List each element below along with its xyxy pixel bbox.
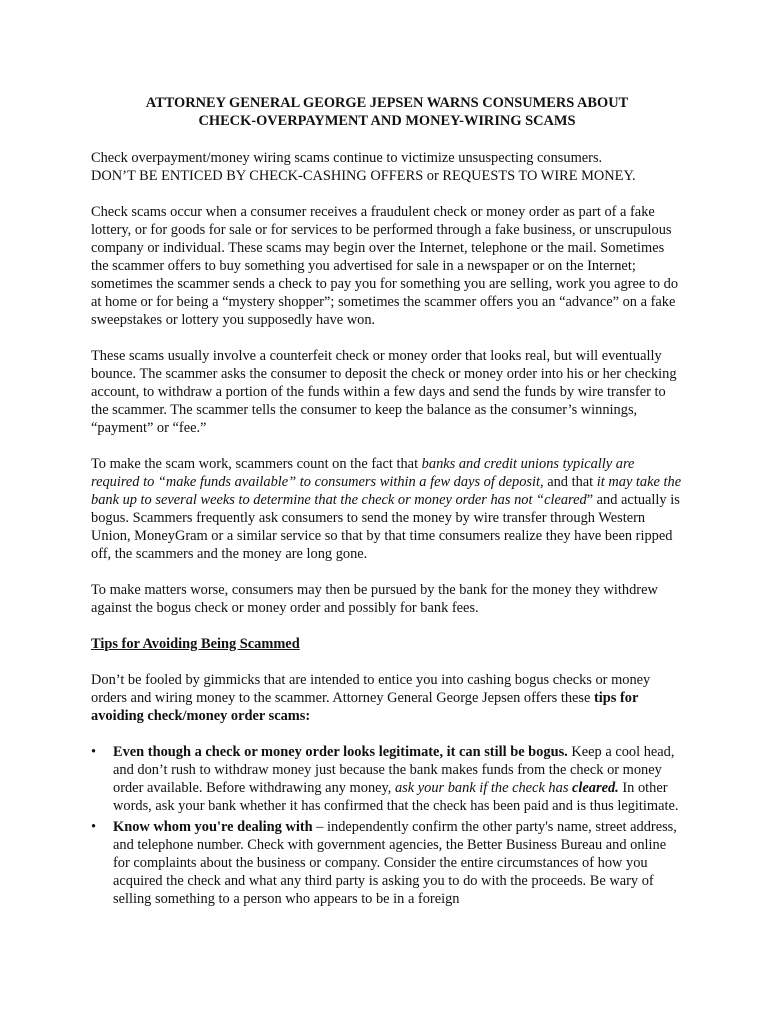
tip-2-bold: Know whom you're dealing with xyxy=(113,819,313,835)
para3-italic-2: it may take the bank up to several weeks to determine that the check or money order has not “cleared xyxy=(91,474,682,508)
para3-italic-1: banks and credit unions typically are required to “make funds available” to consumers within a few days of deposit xyxy=(91,456,635,490)
tip-1-bold-italic: cleared. xyxy=(572,780,619,796)
paragraph-scam-work xyxy=(91,455,683,563)
list-item xyxy=(91,818,683,908)
para3-text-3: ” and actually is bogus. Scammers frequently ask consumers to send the money by wire transfer through Western Union, MoneyGram or a similar service so that by that time consumers realize they have been ripped off, the scammers and the money are long gone. xyxy=(91,492,680,562)
title-line-2: CHECK-OVERPAYMENT AND MONEY-WIRING SCAMS xyxy=(198,113,576,129)
intro-line-1: Check overpayment/money wiring scams continue to victimize unsuspecting consumers. xyxy=(91,150,603,166)
bullet-icon: • xyxy=(91,819,97,835)
intro-paragraph xyxy=(91,149,683,185)
tips-intro-paragraph xyxy=(91,671,683,725)
tip-1-italic: ask your bank if the check has xyxy=(394,780,573,796)
document-title xyxy=(91,94,683,130)
tips-intro-text: Don’t be fooled by gimmicks that are intended to entice you into cashing bogus checks or money orders and wiring money to the scammer. Attorney General George Jepsen offers these xyxy=(91,672,651,706)
document-page xyxy=(91,94,683,911)
tip-1-bold: Even though a check or money order looks legitimate, it can still be bogus. xyxy=(113,744,568,760)
paragraph-matters-worse: To make matters worse, consumers may then be pursued by the bank for the money they withdrew against the bogus check or money order and possibly for bank fees. xyxy=(91,582,658,616)
tips-list xyxy=(91,743,683,908)
tips-intro-bold: tips for avoiding check/money order scams: xyxy=(91,690,639,724)
intro-line-2: DON’T BE ENTICED BY CHECK-CASHING OFFERS or REQUESTS TO WIRE MONEY. xyxy=(91,168,636,184)
tip-1-text-1: Keep a cool head, and don’t rush to withdraw money just because the bank makes funds from the check or money order available. Before withdrawing any money, xyxy=(113,744,675,796)
para3-text-2: , and that xyxy=(540,474,597,490)
list-item xyxy=(91,743,683,815)
tip-1-text-2: In other words, ask your bank whether it has confirmed that the check has been paid and is thus legitimate. xyxy=(113,780,679,814)
paragraph-counterfeit: These scams usually involve a counterfeit check or money order that looks real, but will eventually bounce. The scammer asks the consumer to deposit the check or money order into his or her checking account, to withdraw a portion of the funds within a few days and send the funds by wire transfer to the scammer. The scammer tells the consumer to keep the balance as the consumer’s winnings, “payment” or “fee.” xyxy=(91,348,677,436)
para3-text-1: To make the scam work, scammers count on the fact that xyxy=(91,456,422,472)
paragraph-check-scams: Check scams occur when a consumer receives a fraudulent check or money order as part of a fake lottery, or for goods for sale or for services to be performed through a fake business, or unscrupulous company or individual. These scams may begin over the Internet, telephone or the mail. Sometimes the scammer offers to buy something you advertised for sale in a newspaper or on the Internet; sometimes the scammer sends a check to pay you for something you are selling, work you agree to do at home or for being a “mystery shopper”; sometimes the scammer offers you an “advance” on a fake sweepstakes or lottery you supposedly have won. xyxy=(91,204,679,328)
title-line-1: ATTORNEY GENERAL GEORGE JEPSEN WARNS CONSUMERS ABOUT xyxy=(145,95,629,111)
tip-2-text-1: – independently confirm the other party's name, street address, and telephone number. Check with government agencies, the Better Business Bureau and online for complaints about the business or company. Consider the entire circumstances of how you acquired the check and what any third party is asking you to do with the proceeds. Be wary of selling something to a person who appears to be in a foreign xyxy=(113,819,677,907)
tips-heading: Tips for Avoiding Being Scammed xyxy=(91,636,300,652)
bullet-icon: • xyxy=(91,744,97,760)
